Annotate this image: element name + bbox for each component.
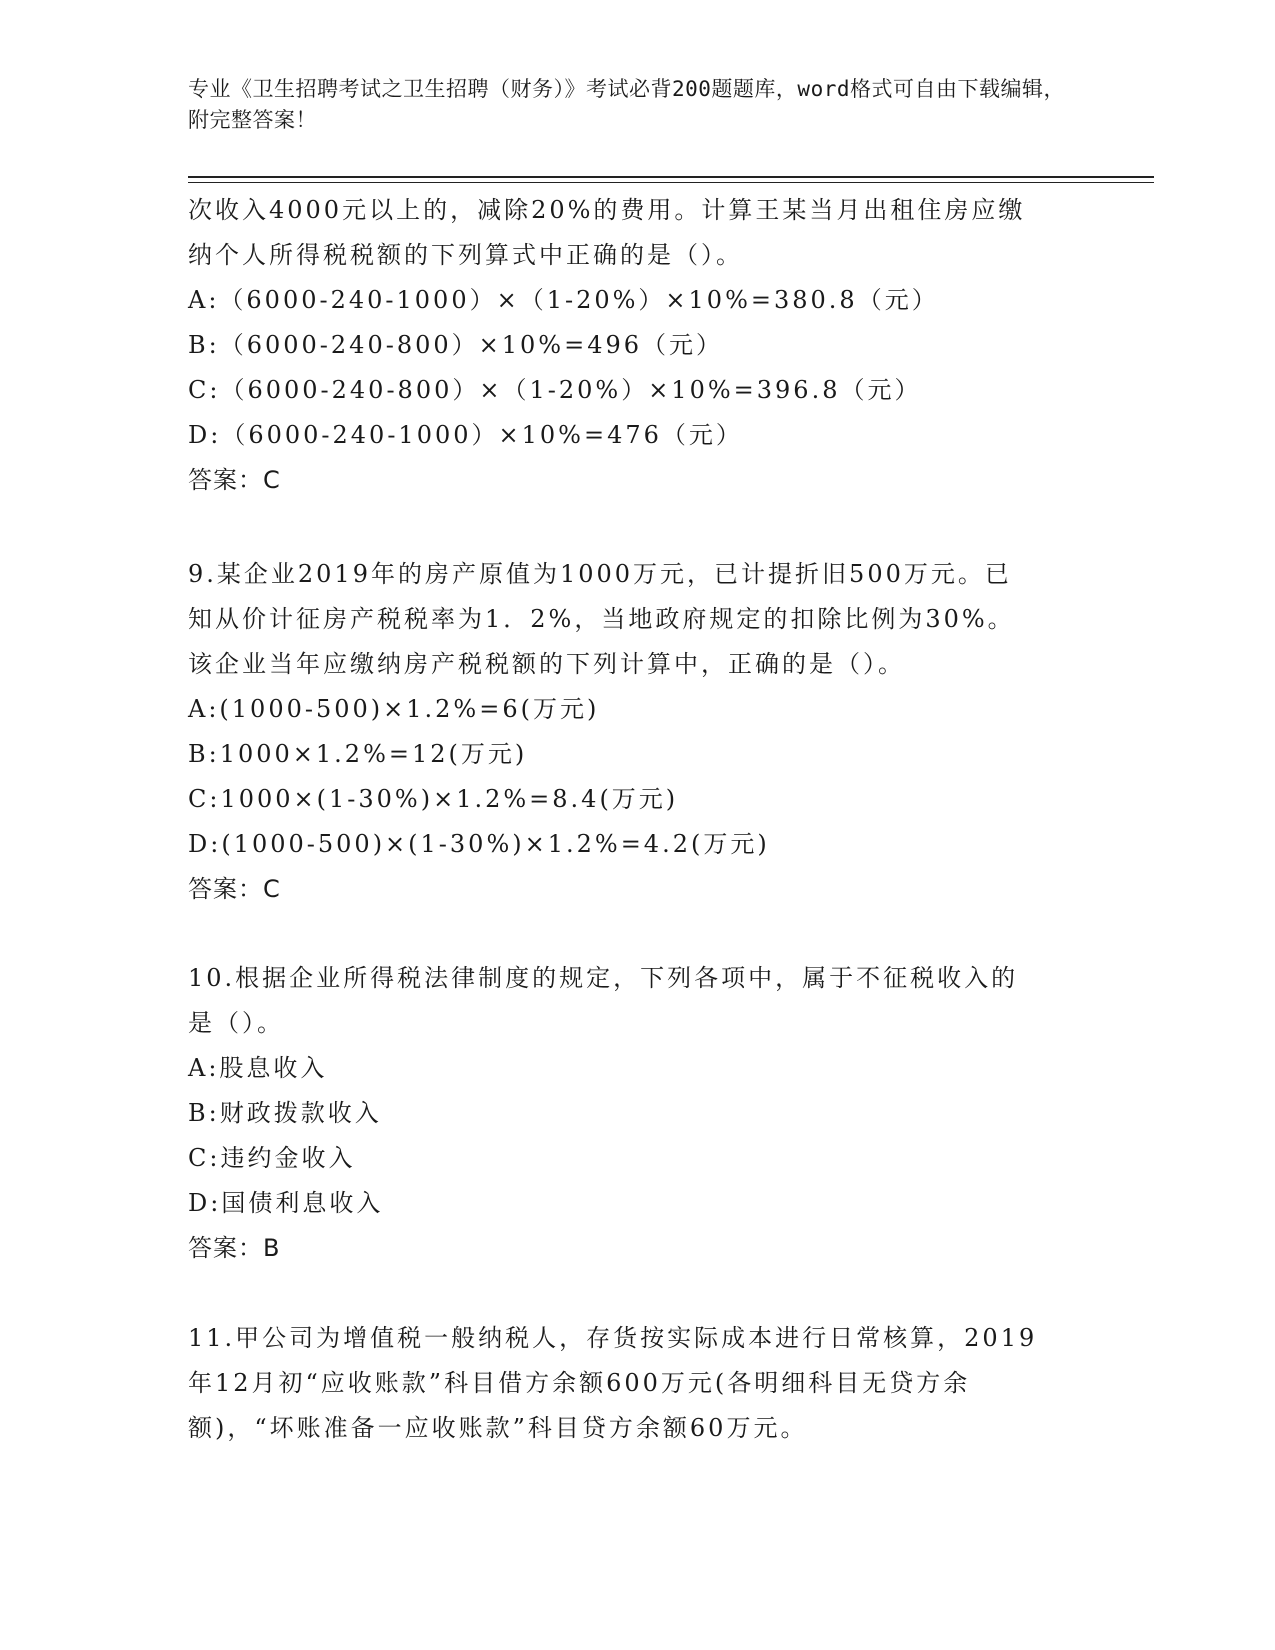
option-d: D:(1000-500)×(1-30%)×1.2%=4.2(万元) — [188, 830, 770, 858]
question-11 — [188, 1316, 1088, 1451]
question-stem-line: 次收入4000元以上的，减除20%的费用。计算王某当月出租住房应缴 — [188, 196, 1026, 224]
question-stem-line: 10.根据企业所得税法律制度的规定，下列各项中，属于不征税收入的 — [188, 964, 1019, 992]
option-c: C:违约金收入 — [188, 1144, 356, 1172]
answer: 答案：B — [188, 1234, 281, 1262]
option-b: B:1000×1.2%=12(万元) — [188, 740, 528, 768]
option-b: B:财政拨款收入 — [188, 1099, 382, 1127]
header-rule-thick — [188, 176, 1154, 178]
question-8-continuation — [188, 188, 1088, 503]
option-a: A:股息收入 — [188, 1054, 328, 1082]
question-stem-line: 年12月初“应收账款”科目借方余额600万元(各明细科目无贷方余 — [188, 1369, 971, 1397]
header-title: 专业《卫生招聘考试之卫生招聘（财务）》考试必背200题题库，word格式可自由下载编辑，附完整答案！ — [188, 77, 1065, 132]
document-header — [188, 74, 1068, 136]
question-stem-line: 额)，“坏账准备一应收账款”科目贷方余额60万元。 — [188, 1414, 808, 1442]
question-10 — [188, 956, 1088, 1271]
option-d: D:国债利息收入 — [188, 1189, 384, 1217]
option-c: C:1000×(1-30%)×1.2%=8.4(万元) — [188, 785, 679, 813]
option-a: A:(1000-500)×1.2%=6(万元) — [188, 695, 600, 723]
question-stem-line: 知从价计征房产税税率为1．2%，当地政府规定的扣除比例为30%。 — [188, 605, 1015, 633]
question-9 — [188, 552, 1088, 912]
question-stem-line: 纳个人所得税税额的下列算式中正确的是（）。 — [188, 241, 743, 269]
option-a: A:（6000-240-1000）×（1-20%）×10%=380.8（元） — [188, 286, 939, 314]
header-rule-thin — [188, 182, 1154, 183]
question-stem-line: 11.甲公司为增值税一般纳税人，存货按实际成本进行日常核算，2019 — [188, 1324, 1038, 1352]
option-c: C:（6000-240-800）×（1-20%）×10%=396.8（元） — [188, 376, 922, 404]
option-d: D:（6000-240-1000）×10%=476（元） — [188, 421, 743, 449]
option-b: B:（6000-240-800）×10%=496（元） — [188, 331, 724, 359]
question-stem-line: 该企业当年应缴纳房产税税额的下列计算中，正确的是（）。 — [188, 650, 905, 678]
answer: 答案：C — [188, 875, 281, 903]
question-stem-line: 是（）。 — [188, 1009, 284, 1037]
answer: 答案：C — [188, 466, 281, 494]
question-stem-line: 9.某企业2019年的房产原值为1000万元，已计提折旧500万元。已 — [188, 560, 1012, 588]
